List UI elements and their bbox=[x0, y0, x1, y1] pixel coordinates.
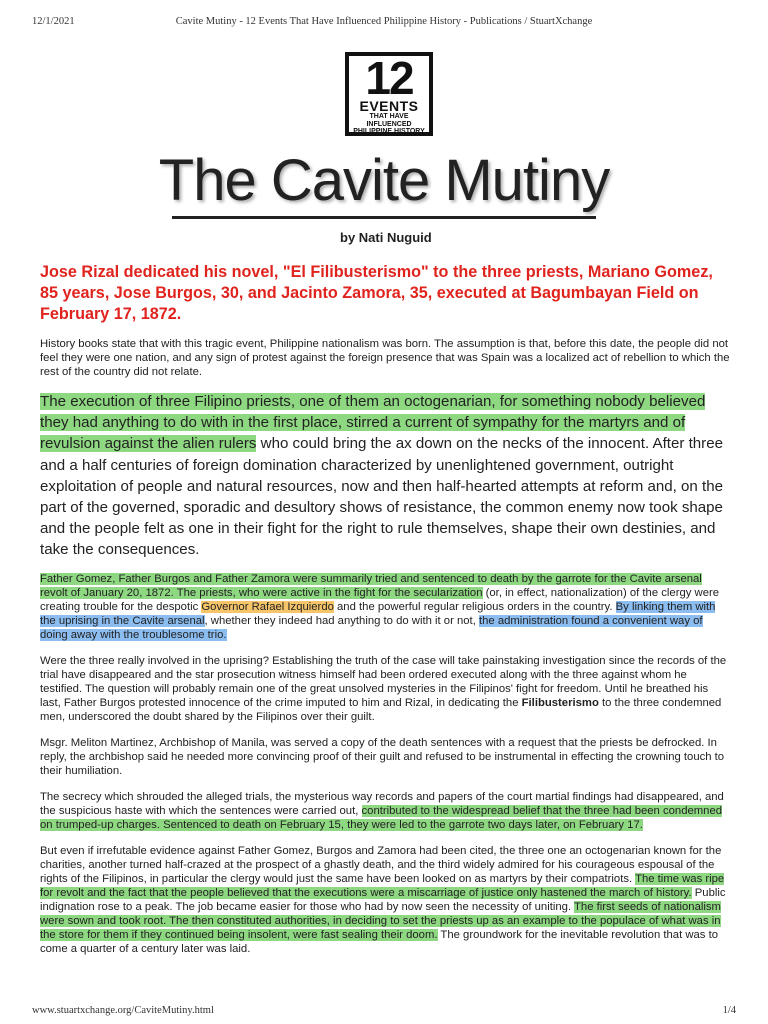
paragraph-6 bbox=[40, 790, 730, 832]
paragraph-text: (or, in effect, nationalization) of the clergy were creating trouble for the despotic bbox=[40, 586, 720, 613]
article-body bbox=[40, 262, 730, 968]
paragraph-text: But even if irrefutable evidence against Father Gomez, Burgos and Zamora had been cited, the three one an octogenarian known for the charities, another turned half-crazed at the prospect of a ghastly death, and the third widely admired for his courageous espousal of the rights of the Filipinos, in particular the clergy would just the same have been looked on as martyrs by their compatriots. bbox=[40, 844, 722, 885]
paragraph-text: to the three condemned men, underscored the doubt shared by the Filipinos over their guilt. bbox=[40, 696, 722, 723]
paragraph-3 bbox=[40, 572, 730, 642]
paragraph-text: The secrecy which shrouded the alleged trials, the mysterious way records and papers of the court martial findings had disappeared, and the suspicious haste with which the sentences were carried out, bbox=[40, 790, 724, 817]
highlight-orange: Governor Rafael Izquierdo bbox=[201, 600, 334, 613]
paragraph-4 bbox=[40, 654, 730, 724]
article-title: The Cavite Mutiny bbox=[158, 148, 610, 213]
bold-title: Filibusterismo bbox=[521, 696, 599, 709]
highlight-green: The first seeds of nationalism were sown and took root. The then constituted authorities, in deciding to set the priests up as an example to the populace of what was in the store for them if they continued being insolent, were fast sealing their doom. bbox=[40, 900, 721, 941]
logo-line2: PHILIPPINE HISTORY bbox=[353, 128, 425, 135]
twelve-events-logo bbox=[345, 52, 433, 136]
highlight-blue: By linking them with the uprising in the Cavite arsenal bbox=[40, 600, 716, 627]
logo-number: 12 bbox=[365, 52, 413, 104]
paragraph-7 bbox=[40, 844, 730, 956]
highlight-blue: the administration found a convenient way of doing away with the troublesome trio. bbox=[40, 614, 703, 641]
article-byline: by Nati Nuguid bbox=[340, 230, 432, 245]
highlight-green: The execution of three Filipino priests, one of them an octogenarian, for something nobody believed they had anything to do with in the first place, stirred a current of sympathy for the martyrs and of revulsion against the alien rulers bbox=[40, 393, 706, 453]
highlight-green: contributed to the widespread belief that the three had been condemned on trumped-up charges. Sentenced to death on February 15, they were led to the garrote two days later, on February 17. bbox=[40, 804, 723, 831]
highlight-green: Father Gomez, Father Burgos and Father Zamora were summarily tried and sentenced to death by the garrote for the Cavite arsenal revolt of January 20, 1872. The priests, who were active in the fight for the secularization bbox=[40, 572, 702, 599]
paragraph-2 bbox=[40, 391, 730, 561]
paragraph-text: Were the three really involved in the uprising? Establishing the truth of the case will take painstaking investigation since the records of the trial have disappeared and the star prosecution witness himself had been ordered executed along with the three against whom he testified. The question will probably remain one of the great unsolved mysteries in the Filipinos' fight for freedom. Until he breathed his last, Father Burgos protested innocence of the crime imputed to him and Rizal, in dedicating the bbox=[40, 654, 727, 709]
paragraph-text: who could bring the ax down on the necks of the innocent. After three and a half centuries of foreign domination characterized by unenlightened government, outright exploitation of people and natural resources, now and then half-hearted attempts at reform and, on the part of the governed, sporadic and desultory shows of resistance, the common enemy now took shape and the people felt as one in their fight for the right to rule themselves, shape their own destinies, and take the consequences. bbox=[40, 435, 724, 559]
highlight-green: The time was ripe for revolt and the fact that the people believed that the executions were a miscarriage of justice only hastened the march of history. bbox=[40, 872, 725, 899]
title-underline bbox=[172, 216, 596, 219]
paragraph-text: , whether they indeed had anything to do with it or not, bbox=[204, 614, 479, 627]
paragraph-text: The groundwork for the inevitable revolution that was to come a quarter of a century later was laid. bbox=[40, 928, 718, 955]
paragraph-1: History books state that with this tragic event, Philippine nationalism was born. The assumption is that, before this date, the people did not feel they were one nation, and any sign of protest against the foreign presence that was Spain was a localized act of rebellion to which the rest of the country did not relate. bbox=[40, 338, 730, 378]
paragraph-5: Msgr. Meliton Martinez, Archbishop of Manila, was served a copy of the death sentences with a request that the priests be defrocked. In reply, the archbishop said he needed more convincing proof of their guilt and refused to be instrumental in effecting the crowning touch to their humiliation. bbox=[40, 736, 725, 777]
print-page-title: Cavite Mutiny - 12 Events That Have Influenced Philippine History - Publications / StuartXchange bbox=[175, 16, 593, 27]
print-url[interactable]: www.stuartxchange.org/CaviteMutiny.html bbox=[32, 1005, 214, 1016]
logo-line1: THAT HAVE INFLUENCED bbox=[366, 113, 412, 128]
page-number: 1/4 bbox=[722, 1005, 736, 1016]
paragraph-text: and the powerful regular religious orders in the country. bbox=[333, 600, 616, 613]
logo-events: EVENTS bbox=[359, 98, 419, 114]
lead-paragraph: Jose Rizal dedicated his novel, "El Filibusterismo" to the three priests, Mariano Gomez, 85 years, Jose Burgos, 30, and Jacinto Zamora, 35, executed at Bagumbayan Field on February 17, 1872. bbox=[40, 263, 713, 323]
print-date: 12/1/2021 bbox=[32, 16, 75, 27]
paragraph-text: Public indignation rose to a peak. The job became easier for those who had by now seen the necessity of uniting. bbox=[40, 886, 726, 913]
